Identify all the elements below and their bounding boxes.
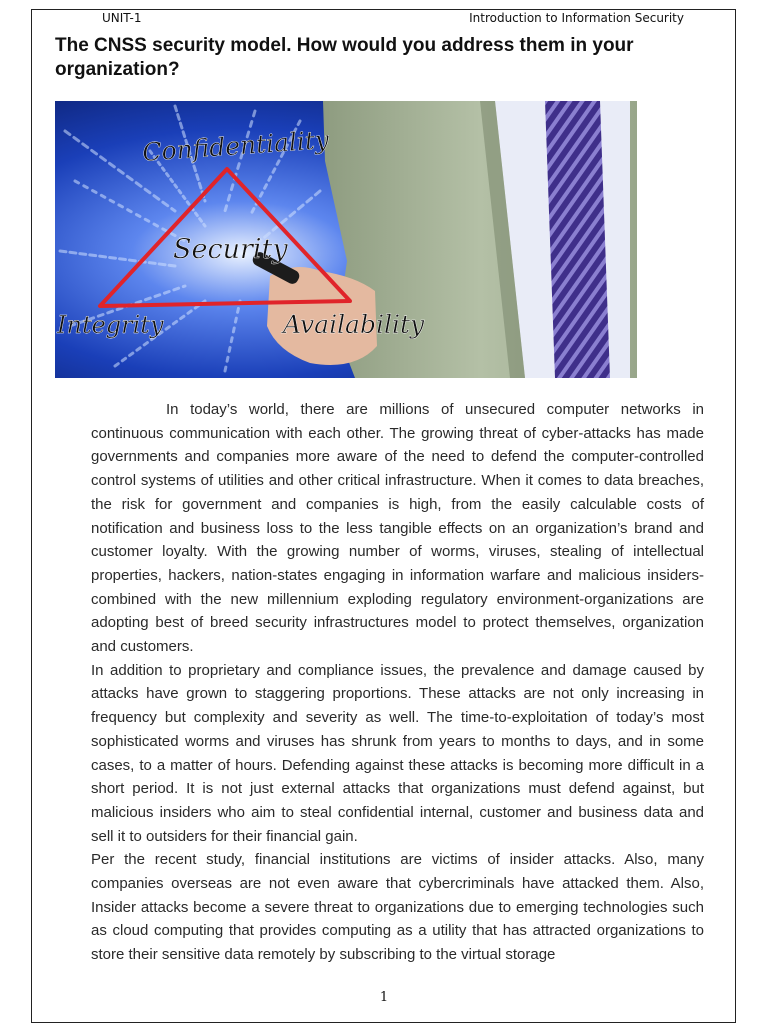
label-integrity: Integrity	[57, 311, 164, 339]
tie	[545, 101, 610, 378]
paragraph-2: In addition to proprietary and compliance issues, the prevalence and damage caused by attacks have grown to staggering proportions. These attacks are not only increasing in frequency but complexity and severity as well. The time-to-exploitation of today’s most sophisticated worms and viruses has shrunk from years to months to days, and in some cases, to a matter of hours. Defending against these attacks is becoming more difficult in a short period. It is not just external attacks that organizations must defend against, but malicious insiders who aim to steal confidential internal, customer and business data and sell it to outsiders for their financial gain.	[91, 661, 704, 845]
paragraph-1: In today’s world, there are millions of unsecured computer networks in continuous communication with each other. The growing threat of cyber-attacks has made governments and companies more aware of the need to defend the computer-controlled control systems of utilities and other critical infrastructure. When it comes to data breaches, the risk for government and companies is high, from the easily calculable costs of notification and business loss to the less tangible effects on an organization’s brand and customer loyalty. With the growing number of worms, viruses, stealing of intellectual properties, hackers, nation-states engaging in information warfare and malicious insiders-combined with the new millennium exploding regulatory environment-organizations are adopting best of breed security infrastructures model to protect themselves, organization and customers.	[91, 401, 704, 656]
cia-triangle-figure	[55, 101, 637, 378]
header-course-title: Introduction to Information Security	[469, 11, 684, 25]
label-security: Security	[173, 234, 288, 265]
label-confidentiality: Confidentiality	[141, 125, 330, 167]
body-text	[91, 398, 704, 967]
page-title: The CNSS security model. How would you address them in your organization?	[55, 35, 634, 80]
label-availability: Availability	[283, 310, 425, 339]
paragraph-3: Per the recent study, financial institutions are victims of insider attacks. Also, many companies overseas are not even aware that cybercriminals have attacked them. Also, Insider attacks become a severe threat to organizations due to emerging technologies such as cloud computing that provides computing as a utility that has attracted organizations to store their sensitive data remotely by subscribing to the virtual storage	[91, 851, 704, 964]
page-number: 1	[379, 990, 389, 1005]
header-unit: UNIT-1	[102, 11, 142, 25]
